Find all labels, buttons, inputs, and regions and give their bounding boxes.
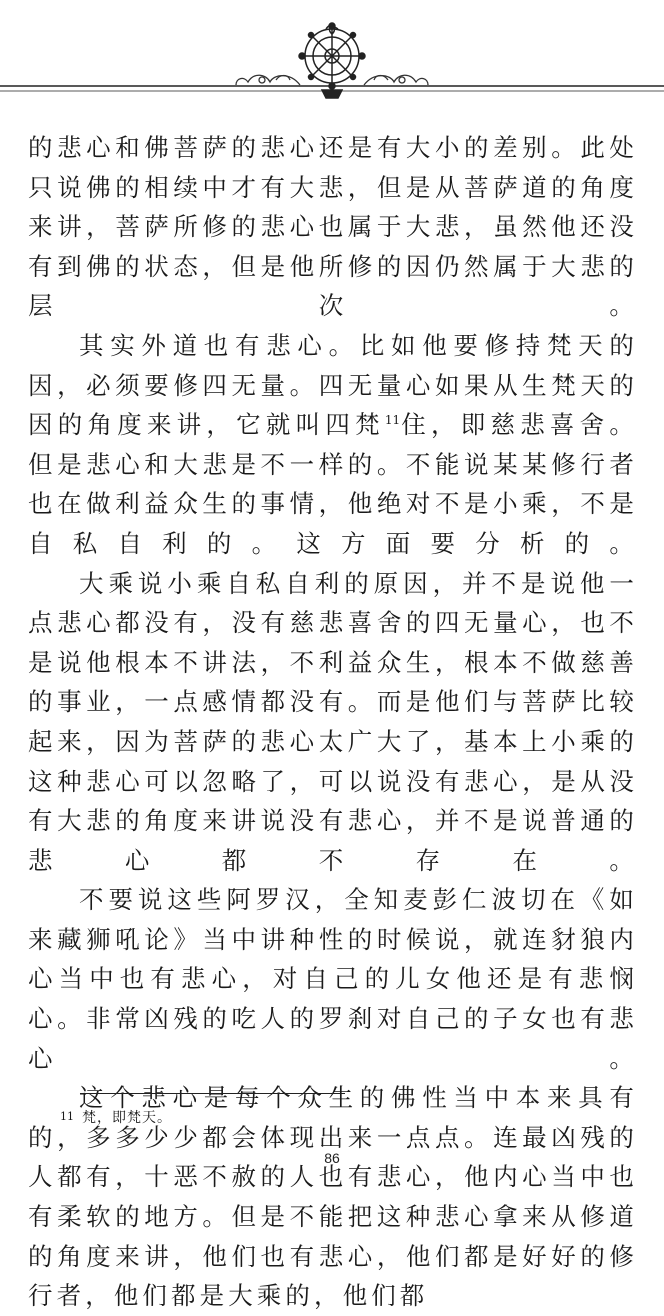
paragraph-2: 其实外道也有悲心。比如他要修持梵天的因，必须要修四无量。四无量心如果从生梵天的因的角度来讲，它就叫四梵$^{11}$住，即慈悲喜舍。但是悲心和大悲是不一样的。不能说某某修行者也在做利益众生的事情，他绝对不是小乘，不是自私自利的。这方面要分析的。 xyxy=(28,330,639,558)
page-number: 86 xyxy=(324,1150,340,1166)
paragraph-4: 不要说这些阿罗汉，全知麦彭仁波切在《如来藏狮吼论》当中讲种性的时候说，就连豺狼内心当中也有悲心，对自己的儿女他还是有悲悯心。非常凶残的吃人的罗刹对自己的子女也有悲心。 xyxy=(28,885,638,1073)
footnote xyxy=(60,1107,172,1127)
footnote-reference: 11 xyxy=(384,413,401,427)
cloud-scroll-right-icon xyxy=(364,75,428,85)
paragraph-1: 的悲心和佛菩萨的悲心还是有大小的差别。此处只说佛的相续中才有大悲，但是从菩萨道的角度来讲，菩萨所修的悲心也属于大悲，虽然他还没有到佛的状态，但是他所修的因仍然属于大悲的层次。 xyxy=(28,133,639,321)
footnote-number: 11 xyxy=(60,1110,74,1123)
body-text xyxy=(28,128,638,1316)
paragraph-5: 这个悲心是每个众生的佛性当中本来具有的，多多少少都会体现出来一点点。连最凶残的人都有，十恶不赦的人也有悲心，他内心当中也有柔软的地方。但是不能把这种悲心拿来从修道的角度来讲，他们也有悲心，他们都是好好的修行者，他们都是大乘的，他们都 xyxy=(28,1083,638,1311)
footnote-text: 梵，即梵天。 xyxy=(82,1110,172,1126)
footnote-divider xyxy=(80,1093,345,1094)
header-ornament xyxy=(0,0,664,110)
cloud-scroll-left-icon xyxy=(236,75,300,85)
paragraph-3: 大乘说小乘自私自利的原因，并不是说他一点悲心都没有，没有慈悲喜舍的四无量心，也不是说他根本不讲法，不利益众生，根本不做慈善的事业，一点感情都没有。而是他们与菩萨比较起来，因为菩萨的悲心太广大了，基本上小乘的这种悲心可以忽略了，可以说没有悲心，是从没有大悲的角度来讲说没有悲心，并不是说普通的悲心都不存在。 xyxy=(28,568,639,875)
